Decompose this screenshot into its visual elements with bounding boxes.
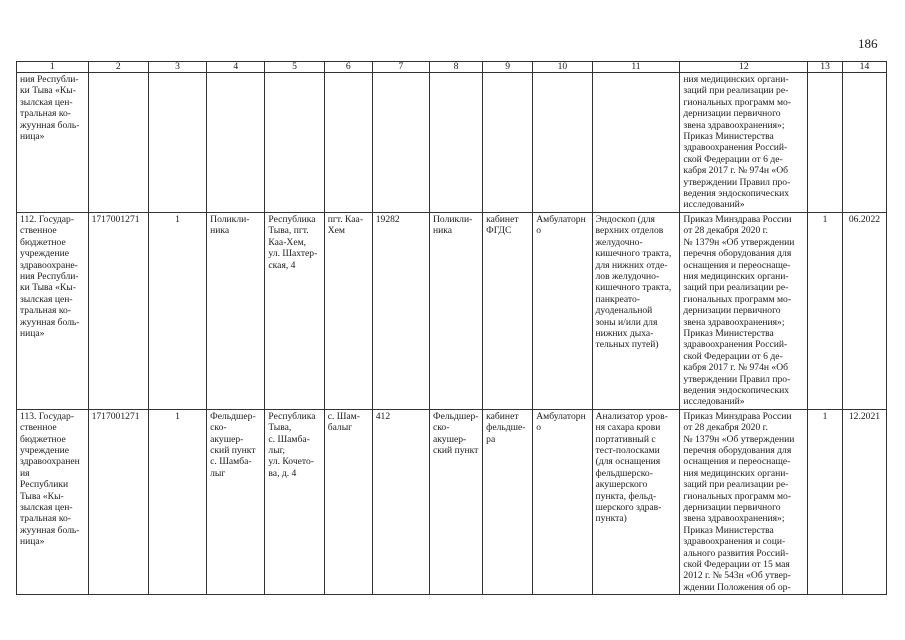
column-header: 4 [207, 62, 265, 73]
institution-cell [17, 212, 89, 409]
care-type-cell: Амбулаторно [533, 409, 592, 595]
quantity-cell: 1 [808, 212, 843, 409]
count-cell [148, 73, 206, 213]
column-header: 1 [17, 62, 89, 73]
column-header: 6 [324, 62, 372, 73]
column-header: 2 [88, 62, 148, 73]
institution-cell [17, 409, 89, 595]
count-cell: 1 [148, 212, 206, 409]
address-cell: Республика Тыва, с. Шамба- лыг, ул. Кочето- ва, д. 4 [265, 409, 324, 595]
unit-cell: Поликли- ника [207, 212, 265, 409]
settlement-cell: пгт. Каа- Хем [324, 212, 372, 409]
equipment-cell: Анализатор уров- ня сахара крови портативный с тест-полосками (для оснащения фельдшерско- акушерского пункта, фельд- шерского здрав- пункта) [592, 409, 680, 595]
inn-cell: 1717001271 [88, 212, 148, 409]
room-cell [483, 73, 533, 213]
cell-text: Приказ Минздрава России от 28 декабря 2020 г. № 1379н «Об утверждении перечня оборудования для оснащения и переоснаще- ния медицинских органи- заций при реализации ре- гиональных программ мо- дернизации первичного звена здравоохранения»; Приказ Министерства здравоохранения и соци- ального развития Россий- ской Федерации от 15 мая 2012 г. № 543н «Об утвер- ждении Положения об ор- [683, 410, 795, 593]
population-cell: 19282 [372, 212, 429, 409]
settlement-cell [324, 73, 372, 213]
column-header: 14 [842, 62, 886, 73]
cell-text: ния медицинских органи- заций при реализации ре- гиональных программ мо- дернизации первичного звена здравоохранения»; Приказ Министерства здравоохранения Россий- ской Федерации от 6 де- кабря 2017 г. № 974н «Об утверждении Правил про- ведения эндоскопических исследований» [683, 74, 792, 211]
population-cell [372, 73, 429, 213]
quantity-cell: 1 [808, 409, 843, 595]
column-header: 13 [808, 62, 843, 73]
care-type-cell: Амбулаторно [533, 212, 592, 409]
room-cell: кабинет ФГДС [483, 212, 533, 409]
count-cell: 1 [148, 409, 206, 595]
address-cell [265, 73, 324, 213]
inn-cell [88, 73, 148, 213]
settlement-cell: с. Шам- балыг [324, 409, 372, 595]
care-type-cell [533, 73, 592, 213]
institution-cell [17, 73, 89, 213]
column-header: 5 [265, 62, 324, 73]
header-row [17, 62, 887, 73]
column-header: 8 [429, 62, 482, 73]
date-cell [842, 73, 886, 213]
regulation-cell [680, 73, 808, 213]
table-row [17, 73, 887, 213]
unit-cell: Фельдшер- ско- акушер- ский пункт с. Шамба- лыг [207, 409, 265, 595]
regulation-cell [680, 212, 808, 409]
date-cell: 06.2022 [842, 212, 886, 409]
table-row [17, 212, 887, 409]
column-header: 11 [592, 62, 680, 73]
inn-cell: 1717001271 [88, 409, 148, 595]
room-cell: кабинет фельдше- ра [483, 409, 533, 595]
column-header: 3 [148, 62, 206, 73]
department-cell: Фельдшер- ско- акушер- ский пункт [429, 409, 482, 595]
column-header: 10 [533, 62, 592, 73]
cell-text: 112. Государ- ственное бюджетное учреждение здравоохране- ния Республи- ки Тыва «Кы- зылская цен- тральная ко- жуунная боль- ница» [20, 213, 80, 339]
population-cell: 412 [372, 409, 429, 595]
regulation-cell [680, 409, 808, 595]
column-header: 12 [680, 62, 808, 73]
equipment-cell [592, 73, 680, 213]
cell-text: ния Республи- ки Тыва «Кы- зылская цен- тральная ко- жуунная боль- ница» [20, 74, 80, 143]
department-cell: Поликли- ника [429, 212, 482, 409]
column-header: 9 [483, 62, 533, 73]
quantity-cell [808, 73, 843, 213]
column-header: 7 [372, 62, 429, 73]
equipment-cell: Эндоскоп (для верхних отделов желудочно- кишечного тракта, для нижних отде- лов желудочно- кишечного тракта, панкреато- дуоденальной зоны и/или для нижних дыха- тельных путей) [592, 212, 680, 409]
department-cell [429, 73, 482, 213]
cell-text: Приказ Минздрава России от 28 декабря 2020 г. № 1379н «Об утверждении перечня оборудования для оснащения и переоснаще- ния медицинских органи- заций при реализации ре- гиональных программ мо- дернизации первичного звена здравоохранения»; Приказ Министерства здравоохранения Россий- ской Федерации от 6 де- кабря 2017 г. № 974н «Об утверждении Правил про- ведения эндоскопических исследований» [683, 213, 795, 408]
date-cell: 12.2021 [842, 409, 886, 595]
cell-text: 113. Государ- ственное бюджетное учреждение здравоохранения Республики Тыва «Кы- зылская цен- тральная ко- жуунная боль- ница» [20, 410, 80, 548]
address-cell: Республика Тыва, пгт. Каа-Хем, ул. Шахтер- ская, 4 [265, 212, 324, 409]
table-row [17, 409, 887, 595]
equipment-table [16, 61, 887, 595]
page-number: 186 [858, 36, 878, 51]
unit-cell [207, 73, 265, 213]
